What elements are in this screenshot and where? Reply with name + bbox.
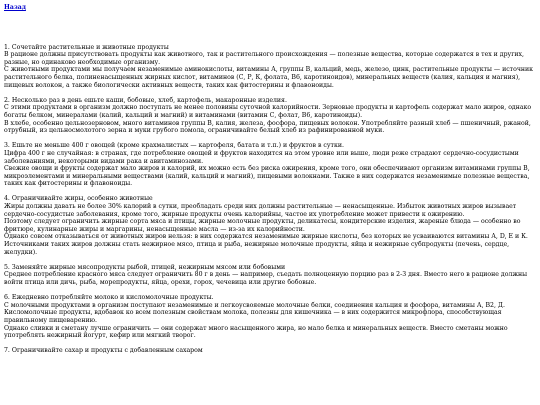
section-title: 4. Ограничивайте жиры, особенно животные xyxy=(4,195,153,203)
section-title: 3. Ешьте не меньше 400 г овощей (кроме крахмалистых — картофеля, батата и т.п.) и фруктов в сутки. xyxy=(4,142,344,150)
section-5 xyxy=(4,264,536,287)
paragraph: В хлебе, особенно цельнозерновом, много витаминов группы В, калия, железа, фосфора, пищевых волокон. Употребляйте разный хлеб — пшеничный, ржаной, отрубный, из цельносмолотого зерна и муки грубого помола, ограничивайте белый хлеб из рафинированной муки. xyxy=(4,119,531,135)
section-title: 6. Ежедневно потребляйте молоко и кисломолочные продукты. xyxy=(4,294,214,302)
paragraph: С этими продуктами в организм должно поступать не менее половины суточной калорийности. Зерновые продукты и картофель содержат мало жиров, однако богаты белком, минералами (калий, кальций и магний) и витаминами (витамин С, фолат, В6, каротиноиды). xyxy=(4,104,532,119)
section-title: 1. Сочетайте растительные и животные продукты xyxy=(4,43,169,51)
section-title: 2. Несколько раз в день ешьте каши, бобовые, хлеб, картофель, макаронные изделия. xyxy=(4,96,287,104)
section-1 xyxy=(4,44,536,90)
paragraph: Поэтому следует ограничить жирные сорта мяса и птицы, жирные молочные продукты, деликатесы, кондитерские изделия, жареные блюда — особенно во фритюре, кулинарные жиры и маргарины, ненасыщенные масла — из-за их калорийности. xyxy=(4,218,521,233)
section-2 xyxy=(4,97,536,135)
paragraph: Однако сливки и сметану лучше ограничить — они содержат много насыщенного жира, но мало белка и минеральных веществ. Вместо сметаны можно употреблять нежирный йогурт, кефир или мягкий творог. xyxy=(4,324,508,340)
back-link[interactable]: Назад xyxy=(4,4,26,11)
paragraph: С молочными продуктами в организм поступают незаменимые и легкоусвояемые молочные белки, соединения кальция и фосфора, витамины А, В2, Д. Кисломолочные продукты, вдобавок ко всем полезным свойствам молока, полезны для кишечника — в них содержится микрофлора, способствующая правильному пищеварению. xyxy=(4,301,505,324)
paragraph: В рационе должны присутствовать продукты как животного, так и растительного происхождения — полезные вещества, которые содержатся в тех и других, разные, но одинаково необходимые организму. xyxy=(4,51,525,66)
section-title: 7. Ограничивайте сахар и продукты с добавленным сахаром xyxy=(4,347,203,355)
section-4 xyxy=(4,195,536,256)
section-7 xyxy=(4,347,536,355)
paragraph: Жиры должны давать не более 30% калорий в сутки, преобладать среди них должны растительные — ненасыщенные. Избыток животных жиров вызывает сердечно-сосудистые заболевания, кроме того, жирные продукты очень калорийны, частое их употребление может привести к ожирению. xyxy=(4,203,517,218)
paragraph: Цифра 400 г не случайная: в странах, где потребление овощей и фруктов находится на этом уровне или выше, люди реже страдают сердечно-сосудистыми заболеваниями, некоторыми видами рака и авитаминозами. xyxy=(4,149,519,165)
section-title: 5. Заменяйте жирные мясопродукты рыбой, птицей, нежирным мясом или бобовыми xyxy=(4,263,286,271)
paragraph: Однако совсем отказываться от животных жиров нельзя: в них содержатся незаменимые жирные кислоты, без которых не усваиваются витамины А, D, Е и К. Источниками таких жиров должны стать нежирное мясо, птица и рыба, нежирные молочные продукты, яйца и нежирные субпродукты (печень, сердце, желудки). xyxy=(4,233,528,256)
section-6 xyxy=(4,294,536,340)
paragraph: Среднее потребление красного мяса следует ограничить 80 г в день — например, съедать полноценную порцию раз в 2-3 дня. Вместо него в рационе должны войти птица или дичь, рыба, морепродукты, яйца, орехи, горох, чечевица или другие бобовые. xyxy=(4,271,528,286)
section-3 xyxy=(4,142,536,188)
paragraph: Свежие овощи и фрукты содержат мало жиров и калорий, их можно есть без риска ожирения, кроме того, они обеспечивают организм витаминами группы В, микроэлементами и минеральными веществами (калий, кальций и магний), пищевыми волокнами. Также в них содержатся незаменимые полезные вещества, таких как фитостерины и флавоноиды. xyxy=(4,165,530,188)
article-body xyxy=(4,44,536,355)
paragraph: С животными продуктами мы получаем незаменимые аминокислоты, витамины А, группы В, кальций, медь, железо, цинк, растительные продукты — источник растительного белка, полиненасыщенных жирных кислот, витаминов (С, Р, К, фолата, В6, каротиноидов), минеральных веществ (калия, кальция и магния), пищевых волокон, а также биологически активных веществ, таких как фитостерины и флавоноиды. xyxy=(4,66,534,89)
